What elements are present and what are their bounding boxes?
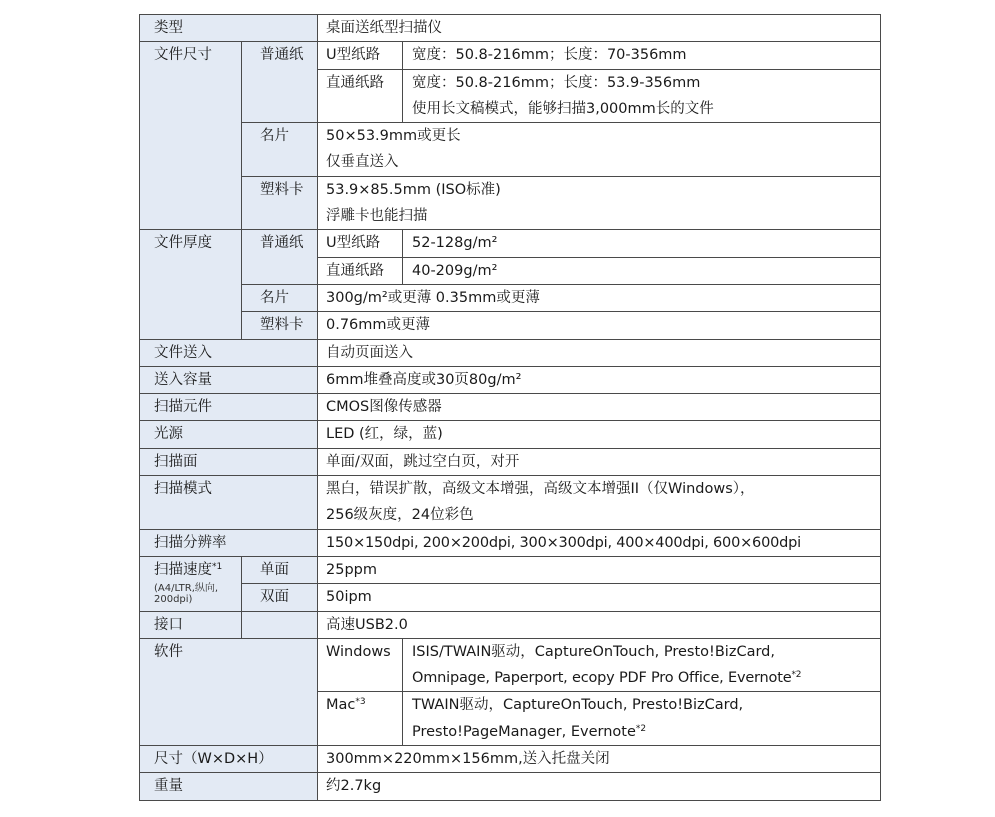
thickness-plastic-value: 0.76mm或更薄 bbox=[318, 312, 881, 339]
row-sensor bbox=[140, 394, 881, 421]
software-windows-value-2-cell bbox=[403, 665, 881, 692]
type-value: 桌面送纸型扫描仪 bbox=[318, 15, 881, 42]
speed-simplex-value: 25ppm bbox=[318, 556, 881, 583]
light-label: 光源 bbox=[140, 421, 318, 448]
doc-size-plastic-value: 53.9×85.5mm (ISO标准) bbox=[318, 176, 881, 203]
thickness-straight-path-value: 40-209g/m² bbox=[403, 257, 881, 284]
weight-value: 约2.7kg bbox=[318, 773, 881, 800]
thickness-plastic-label: 塑料卡 bbox=[242, 312, 318, 339]
row-doc-size-plastic bbox=[140, 176, 881, 203]
row-mode bbox=[140, 476, 881, 503]
software-mac-value-footnote: *2 bbox=[635, 723, 647, 734]
row-side bbox=[140, 448, 881, 475]
doc-size-u-path-value: 宽度：50.8-216mm；长度：70-356mm bbox=[403, 42, 881, 69]
capacity-label: 送入容量 bbox=[140, 366, 318, 393]
row-dimensions bbox=[140, 746, 881, 773]
mode-value: 黑白，错误扩散，高级文本增强，高级文本增强II（仅Windows）， bbox=[318, 476, 881, 503]
feed-label: 文件送入 bbox=[140, 339, 318, 366]
speed-duplex-value: 50ipm bbox=[318, 584, 881, 611]
type-label: 类型 bbox=[140, 15, 318, 42]
doc-size-straight-path-label: 直通纸路 bbox=[318, 69, 403, 123]
doc-size-card-note: 仅垂直送入 bbox=[318, 149, 881, 176]
side-value: 单面/双面，跳过空白页，对开 bbox=[318, 448, 881, 475]
spec-table bbox=[139, 14, 881, 801]
software-mac-footnote: *3 bbox=[355, 697, 366, 708]
thickness-card-value: 300g/m²或更薄 0.35mm或更薄 bbox=[318, 284, 881, 311]
thickness-u-path-value: 52-128g/m² bbox=[403, 230, 881, 257]
software-mac-label: Mac bbox=[326, 697, 356, 714]
row-type bbox=[140, 15, 881, 42]
row-weight bbox=[140, 773, 881, 800]
row-thickness-plastic bbox=[140, 312, 881, 339]
software-mac-value-2: Presto!PageManager, Evernote bbox=[412, 723, 636, 740]
resolution-label: 扫描分辨率 bbox=[140, 529, 318, 556]
doc-size-label: 文件尺寸 bbox=[140, 42, 242, 230]
row-interface bbox=[140, 611, 881, 638]
mode-value-2: 256级灰度，24位彩色 bbox=[318, 502, 881, 529]
feed-value: 自动页面送入 bbox=[318, 339, 881, 366]
mode-label: 扫描模式 bbox=[140, 476, 318, 530]
speed-label: 扫描速度 bbox=[154, 561, 212, 578]
row-thickness-plain-u bbox=[140, 230, 881, 257]
speed-label-footnote: *1 bbox=[212, 561, 223, 572]
software-windows-footnote: *2 bbox=[791, 670, 802, 681]
interface-value: 高速USB2.0 bbox=[318, 611, 881, 638]
software-label: 软件 bbox=[140, 638, 318, 745]
doc-size-straight-path-note: 使用长文稿模式，能够扫描3,000mm长的文件 bbox=[403, 96, 881, 123]
thickness-plain-label: 普通纸 bbox=[242, 230, 318, 285]
side-label: 扫描面 bbox=[140, 448, 318, 475]
dimensions-label: 尺寸（W×D×H） bbox=[140, 746, 318, 773]
speed-simplex-label: 单面 bbox=[242, 556, 318, 583]
row-doc-size-plain-u bbox=[140, 42, 881, 69]
interface-label: 接口 bbox=[140, 611, 242, 638]
doc-size-straight-path-value: 宽度：50.8-216mm；长度：53.9-356mm bbox=[403, 69, 881, 96]
light-value: LED (红，绿，蓝) bbox=[318, 421, 881, 448]
interface-empty bbox=[242, 611, 318, 638]
capacity-value: 6mm堆叠高度或30页80g/m² bbox=[318, 366, 881, 393]
software-windows-value-2: Omnipage, Paperport, ecopy PDF Pro Office, Evernote bbox=[412, 670, 792, 687]
weight-label: 重量 bbox=[140, 773, 318, 800]
doc-size-plain-label: 普通纸 bbox=[242, 42, 318, 123]
row-resolution bbox=[140, 529, 881, 556]
row-capacity bbox=[140, 366, 881, 393]
thickness-u-path-label: U型纸路 bbox=[318, 230, 403, 257]
software-windows-value: ISIS/TWAIN驱动，CaptureOnTouch, Presto!BizCard, bbox=[403, 638, 881, 665]
row-feed bbox=[140, 339, 881, 366]
thickness-card-label: 名片 bbox=[242, 284, 318, 311]
software-mac-label-cell bbox=[318, 692, 403, 746]
software-mac-value-2-cell bbox=[403, 719, 881, 746]
doc-size-plastic-note: 浮雕卡也能扫描 bbox=[318, 203, 881, 230]
row-software-windows bbox=[140, 638, 881, 665]
row-thickness-card bbox=[140, 284, 881, 311]
thickness-label: 文件厚度 bbox=[140, 230, 242, 339]
sensor-value: CMOS图像传感器 bbox=[318, 394, 881, 421]
row-doc-size-card bbox=[140, 123, 881, 150]
row-speed-simplex bbox=[140, 556, 881, 583]
doc-size-plastic-label: 塑料卡 bbox=[242, 176, 318, 230]
doc-size-card-value: 50×53.9mm或更长 bbox=[318, 123, 881, 150]
software-windows-label: Windows bbox=[318, 638, 403, 692]
dimensions-value: 300mm×220mm×156mm,送入托盘关闭 bbox=[318, 746, 881, 773]
row-speed-duplex bbox=[140, 584, 881, 611]
speed-label-cell bbox=[140, 556, 242, 611]
sensor-label: 扫描元件 bbox=[140, 394, 318, 421]
resolution-value: 150×150dpi, 200×200dpi, 300×300dpi, 400×400dpi, 600×600dpi bbox=[318, 529, 881, 556]
speed-note: (A4/LTR,纵向, 200dpi) bbox=[154, 582, 219, 605]
doc-size-card-label: 名片 bbox=[242, 123, 318, 177]
speed-duplex-label: 双面 bbox=[242, 584, 318, 611]
software-mac-value: TWAIN驱动，CaptureOnTouch, Presto!BizCard, bbox=[403, 692, 881, 719]
thickness-straight-path-label: 直通纸路 bbox=[318, 257, 403, 284]
row-light bbox=[140, 421, 881, 448]
doc-size-u-path-label: U型纸路 bbox=[318, 42, 403, 69]
